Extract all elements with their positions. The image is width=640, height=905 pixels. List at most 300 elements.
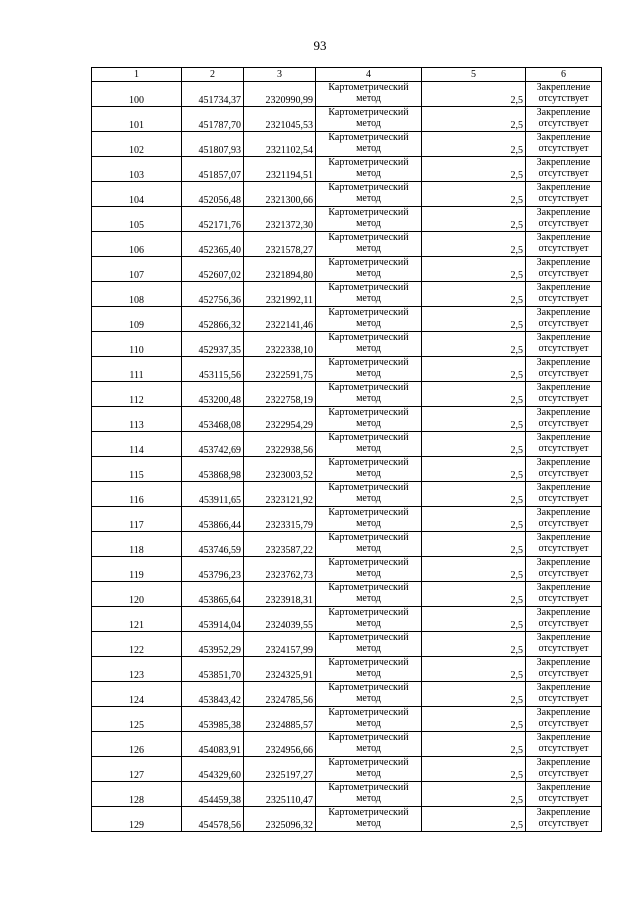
accuracy-value: 2,5 <box>422 407 526 432</box>
point-number: 103 <box>92 157 182 182</box>
point-number: 114 <box>92 432 182 457</box>
coordinate-y: 2322938,56 <box>244 432 316 457</box>
coordinate-x: 453115,56 <box>182 357 244 382</box>
method-line-2: метод <box>356 693 381 704</box>
method-line-2: метод <box>356 668 381 679</box>
fixing-cell <box>526 682 602 707</box>
method-line-1: Картометрический <box>328 182 409 193</box>
accuracy-value: 2,5 <box>422 282 526 307</box>
point-number: 106 <box>92 232 182 257</box>
coordinate-x: 451787,70 <box>182 107 244 132</box>
method-cell <box>316 732 422 757</box>
table-row <box>92 757 602 782</box>
coordinate-x: 452866,32 <box>182 307 244 332</box>
accuracy-value: 2,5 <box>422 182 526 207</box>
fixing-line-2: отсутствует <box>538 568 589 579</box>
coordinate-x: 454083,91 <box>182 732 244 757</box>
coordinate-y: 2324885,57 <box>244 707 316 732</box>
method-line-2: метод <box>356 418 381 429</box>
accuracy-value: 2,5 <box>422 357 526 382</box>
table-row <box>92 557 602 582</box>
method-line-1: Картометрический <box>328 807 409 818</box>
fixing-line-2: отсутствует <box>538 818 589 829</box>
method-line-2: метод <box>356 818 381 829</box>
coordinate-y: 2320990,99 <box>244 82 316 107</box>
column-header-5: 5 <box>422 68 526 82</box>
method-line-2: метод <box>356 143 381 154</box>
coordinate-x: 452365,40 <box>182 232 244 257</box>
method-line-2: метод <box>356 443 381 454</box>
fixing-cell <box>526 532 602 557</box>
table-row <box>92 707 602 732</box>
method-line-2: метод <box>356 268 381 279</box>
accuracy-value: 2,5 <box>422 532 526 557</box>
fixing-line-1: Закрепление <box>536 807 591 818</box>
point-number: 117 <box>92 507 182 532</box>
fixing-cell <box>526 782 602 807</box>
fixing-cell <box>526 807 602 832</box>
coordinate-x: 454329,60 <box>182 757 244 782</box>
method-line-1: Картометрический <box>328 607 409 618</box>
method-line-1: Картометрический <box>328 107 409 118</box>
fixing-line-1: Закрепление <box>536 782 591 793</box>
method-line-2: метод <box>356 318 381 329</box>
column-header-4: 4 <box>316 68 422 82</box>
table-row <box>92 157 602 182</box>
fixing-line-2: отсутствует <box>538 368 589 379</box>
method-line-2: метод <box>356 768 381 779</box>
page-number: 93 <box>313 38 327 53</box>
fixing-cell <box>526 407 602 432</box>
fixing-line-1: Закрепление <box>536 507 591 518</box>
fixing-cell <box>526 632 602 657</box>
fixing-line-2: отсутствует <box>538 668 589 679</box>
method-line-2: метод <box>356 643 381 654</box>
method-cell <box>316 457 422 482</box>
point-number: 104 <box>92 182 182 207</box>
method-cell <box>316 107 422 132</box>
method-line-1: Картометрический <box>328 407 409 418</box>
table-row <box>92 432 602 457</box>
method-line-2: метод <box>356 368 381 379</box>
coordinate-x: 453746,59 <box>182 532 244 557</box>
method-line-2: метод <box>356 543 381 554</box>
accuracy-value: 2,5 <box>422 107 526 132</box>
fixing-line-2: отсутствует <box>538 468 589 479</box>
coordinate-y: 2323003,52 <box>244 457 316 482</box>
method-line-2: метод <box>356 93 381 104</box>
fixing-line-2: отсутствует <box>538 643 589 654</box>
fixing-cell <box>526 557 602 582</box>
method-line-1: Картометрический <box>328 332 409 343</box>
fixing-cell <box>526 232 602 257</box>
fixing-cell <box>526 182 602 207</box>
method-line-1: Картометрический <box>328 432 409 443</box>
method-line-1: Картометрический <box>328 657 409 668</box>
coordinate-x: 453796,23 <box>182 557 244 582</box>
table-row <box>92 382 602 407</box>
coordinate-y: 2325197,27 <box>244 757 316 782</box>
method-cell <box>316 807 422 832</box>
table-row <box>92 282 602 307</box>
fixing-line-2: отсутствует <box>538 268 589 279</box>
table-row <box>92 457 602 482</box>
method-cell <box>316 482 422 507</box>
method-cell <box>316 432 422 457</box>
point-number: 105 <box>92 207 182 232</box>
fixing-line-2: отсутствует <box>538 243 589 254</box>
fixing-cell <box>526 707 602 732</box>
coordinate-x: 453865,64 <box>182 582 244 607</box>
method-line-2: метод <box>356 168 381 179</box>
table-row <box>92 632 602 657</box>
accuracy-value: 2,5 <box>422 657 526 682</box>
fixing-line-2: отсутствует <box>538 618 589 629</box>
fixing-line-2: отсутствует <box>538 443 589 454</box>
method-line-1: Картометрический <box>328 232 409 243</box>
coordinate-y: 2321194,51 <box>244 157 316 182</box>
table-row <box>92 682 602 707</box>
accuracy-value: 2,5 <box>422 232 526 257</box>
method-line-2: метод <box>356 518 381 529</box>
point-number: 125 <box>92 707 182 732</box>
method-cell <box>316 182 422 207</box>
coordinate-y: 2321300,66 <box>244 182 316 207</box>
table-row <box>92 307 602 332</box>
coordinate-x: 454578,56 <box>182 807 244 832</box>
column-header-3: 3 <box>244 68 316 82</box>
method-line-1: Картометрический <box>328 457 409 468</box>
fixing-line-1: Закрепление <box>536 82 591 93</box>
fixing-line-1: Закрепление <box>536 232 591 243</box>
point-number: 108 <box>92 282 182 307</box>
coordinate-y: 2322338,10 <box>244 332 316 357</box>
fixing-line-1: Закрепление <box>536 357 591 368</box>
table-row <box>92 607 602 632</box>
method-cell <box>316 707 422 732</box>
fixing-line-2: отсутствует <box>538 318 589 329</box>
point-number: 116 <box>92 482 182 507</box>
column-header-6: 6 <box>526 68 602 82</box>
coordinate-y: 2322591,75 <box>244 357 316 382</box>
method-line-2: метод <box>356 468 381 479</box>
method-cell <box>316 607 422 632</box>
point-number: 129 <box>92 807 182 832</box>
accuracy-value: 2,5 <box>422 132 526 157</box>
table-row <box>92 82 602 107</box>
fixing-cell <box>526 582 602 607</box>
method-line-1: Картометрический <box>328 257 409 268</box>
fixing-line-1: Закрепление <box>536 457 591 468</box>
method-line-2: метод <box>356 118 381 129</box>
coordinate-y: 2321894,80 <box>244 257 316 282</box>
method-cell <box>316 82 422 107</box>
coordinate-x: 453868,98 <box>182 457 244 482</box>
table-row <box>92 232 602 257</box>
accuracy-value: 2,5 <box>422 457 526 482</box>
method-line-2: метод <box>356 243 381 254</box>
coordinate-y: 2321578,27 <box>244 232 316 257</box>
table-row <box>92 132 602 157</box>
table-row <box>92 657 602 682</box>
fixing-line-1: Закрепление <box>536 282 591 293</box>
method-line-1: Картометрический <box>328 132 409 143</box>
method-line-1: Картометрический <box>328 782 409 793</box>
coordinate-y: 2323315,79 <box>244 507 316 532</box>
fixing-line-1: Закрепление <box>536 532 591 543</box>
fixing-line-1: Закрепление <box>536 132 591 143</box>
method-line-1: Картометрический <box>328 282 409 293</box>
coordinate-x: 452607,02 <box>182 257 244 282</box>
table-row <box>92 807 602 832</box>
column-header-2: 2 <box>182 68 244 82</box>
fixing-line-1: Закрепление <box>536 707 591 718</box>
point-number: 107 <box>92 257 182 282</box>
accuracy-value: 2,5 <box>422 82 526 107</box>
method-line-1: Картометрический <box>328 507 409 518</box>
fixing-cell <box>526 307 602 332</box>
method-cell <box>316 507 422 532</box>
method-cell <box>316 132 422 157</box>
coordinate-y: 2321045,53 <box>244 107 316 132</box>
fixing-line-2: отсутствует <box>538 93 589 104</box>
point-number: 110 <box>92 332 182 357</box>
method-cell <box>316 582 422 607</box>
table-row <box>92 582 602 607</box>
table-row <box>92 407 602 432</box>
coordinate-y: 2321992,11 <box>244 282 316 307</box>
accuracy-value: 2,5 <box>422 707 526 732</box>
method-cell <box>316 357 422 382</box>
table-row <box>92 782 602 807</box>
fixing-line-1: Закрепление <box>536 332 591 343</box>
method-cell <box>316 207 422 232</box>
fixing-line-1: Закрепление <box>536 407 591 418</box>
point-number: 124 <box>92 682 182 707</box>
fixing-cell <box>526 607 602 632</box>
method-line-1: Картометрический <box>328 582 409 593</box>
coordinate-x: 453742,69 <box>182 432 244 457</box>
fixing-line-1: Закрепление <box>536 307 591 318</box>
method-line-2: метод <box>356 743 381 754</box>
fixing-line-2: отсутствует <box>538 418 589 429</box>
fixing-line-1: Закрепление <box>536 482 591 493</box>
coordinate-y: 2324325,91 <box>244 657 316 682</box>
method-cell <box>316 757 422 782</box>
method-line-2: метод <box>356 793 381 804</box>
method-cell <box>316 332 422 357</box>
table-row <box>92 332 602 357</box>
coordinates-table <box>91 67 602 832</box>
point-number: 101 <box>92 107 182 132</box>
fixing-line-2: отсутствует <box>538 343 589 354</box>
point-number: 119 <box>92 557 182 582</box>
fixing-line-2: отсутствует <box>538 118 589 129</box>
point-number: 128 <box>92 782 182 807</box>
point-number: 109 <box>92 307 182 332</box>
method-line-1: Картометрический <box>328 382 409 393</box>
coordinate-y: 2325110,47 <box>244 782 316 807</box>
coordinate-y: 2324956,66 <box>244 732 316 757</box>
fixing-line-2: отсутствует <box>538 743 589 754</box>
method-cell <box>316 257 422 282</box>
coordinate-y: 2323918,31 <box>244 582 316 607</box>
method-line-2: метод <box>356 343 381 354</box>
point-number: 111 <box>92 357 182 382</box>
fixing-line-2: отсутствует <box>538 293 589 304</box>
fixing-line-2: отсутствует <box>538 218 589 229</box>
method-cell <box>316 232 422 257</box>
coordinate-x: 453914,04 <box>182 607 244 632</box>
method-cell <box>316 632 422 657</box>
coordinate-x: 453200,48 <box>182 382 244 407</box>
method-cell <box>316 282 422 307</box>
method-line-2: метод <box>356 568 381 579</box>
accuracy-value: 2,5 <box>422 382 526 407</box>
method-line-2: метод <box>356 493 381 504</box>
fixing-cell <box>526 82 602 107</box>
fixing-line-1: Закрепление <box>536 757 591 768</box>
method-cell <box>316 157 422 182</box>
fixing-line-2: отсутствует <box>538 543 589 554</box>
method-line-1: Картометрический <box>328 482 409 493</box>
coordinate-x: 452756,36 <box>182 282 244 307</box>
fixing-cell <box>526 457 602 482</box>
fixing-line-2: отсутствует <box>538 718 589 729</box>
table-row <box>92 107 602 132</box>
accuracy-value: 2,5 <box>422 557 526 582</box>
fixing-cell <box>526 107 602 132</box>
method-cell <box>316 532 422 557</box>
point-number: 120 <box>92 582 182 607</box>
method-cell <box>316 657 422 682</box>
fixing-line-1: Закрепление <box>536 257 591 268</box>
coordinate-x: 451734,37 <box>182 82 244 107</box>
coordinate-x: 451857,07 <box>182 157 244 182</box>
accuracy-value: 2,5 <box>422 332 526 357</box>
table-row <box>92 257 602 282</box>
coordinate-x: 452056,48 <box>182 182 244 207</box>
coordinate-x: 453843,42 <box>182 682 244 707</box>
fixing-cell <box>526 657 602 682</box>
fixing-cell <box>526 382 602 407</box>
accuracy-value: 2,5 <box>422 507 526 532</box>
method-line-1: Картометрический <box>328 632 409 643</box>
table-row <box>92 482 602 507</box>
coordinate-x: 451807,93 <box>182 132 244 157</box>
fixing-line-2: отсутствует <box>538 693 589 704</box>
coordinate-x: 453952,29 <box>182 632 244 657</box>
fixing-line-1: Закрепление <box>536 557 591 568</box>
table-row <box>92 207 602 232</box>
method-cell <box>316 382 422 407</box>
method-line-1: Картометрический <box>328 307 409 318</box>
table-row <box>92 507 602 532</box>
fixing-cell <box>526 507 602 532</box>
fixing-cell <box>526 357 602 382</box>
coordinate-y: 2324785,56 <box>244 682 316 707</box>
fixing-line-2: отсутствует <box>538 193 589 204</box>
fixing-cell <box>526 257 602 282</box>
method-line-1: Картометрический <box>328 357 409 368</box>
method-cell <box>316 407 422 432</box>
fixing-line-2: отсутствует <box>538 168 589 179</box>
coordinate-y: 2324039,55 <box>244 607 316 632</box>
table-row <box>92 182 602 207</box>
fixing-line-1: Закрепление <box>536 207 591 218</box>
point-number: 100 <box>92 82 182 107</box>
point-number: 115 <box>92 457 182 482</box>
fixing-line-1: Закрепление <box>536 382 591 393</box>
coordinate-y: 2321102,54 <box>244 132 316 157</box>
column-header-1: 1 <box>92 68 182 82</box>
coordinate-x: 454459,38 <box>182 782 244 807</box>
table-row <box>92 532 602 557</box>
fixing-cell <box>526 757 602 782</box>
point-number: 123 <box>92 657 182 682</box>
accuracy-value: 2,5 <box>422 157 526 182</box>
accuracy-value: 2,5 <box>422 582 526 607</box>
coordinate-x: 452171,76 <box>182 207 244 232</box>
fixing-cell <box>526 157 602 182</box>
point-number: 102 <box>92 132 182 157</box>
fixing-cell <box>526 482 602 507</box>
table-body <box>92 82 602 832</box>
table-row <box>92 732 602 757</box>
coordinate-x: 453985,38 <box>182 707 244 732</box>
accuracy-value: 2,5 <box>422 307 526 332</box>
point-number: 122 <box>92 632 182 657</box>
point-number: 112 <box>92 382 182 407</box>
method-line-2: метод <box>356 218 381 229</box>
fixing-cell <box>526 432 602 457</box>
fixing-cell <box>526 207 602 232</box>
coordinate-x: 452937,35 <box>182 332 244 357</box>
accuracy-value: 2,5 <box>422 257 526 282</box>
fixing-line-1: Закрепление <box>536 157 591 168</box>
accuracy-value: 2,5 <box>422 482 526 507</box>
fixing-line-1: Закрепление <box>536 582 591 593</box>
method-line-2: метод <box>356 293 381 304</box>
accuracy-value: 2,5 <box>422 207 526 232</box>
point-number: 118 <box>92 532 182 557</box>
accuracy-value: 2,5 <box>422 782 526 807</box>
point-number: 113 <box>92 407 182 432</box>
coordinate-x: 453866,44 <box>182 507 244 532</box>
fixing-line-1: Закрепление <box>536 607 591 618</box>
fixing-cell <box>526 332 602 357</box>
fixing-cell <box>526 282 602 307</box>
coordinate-y: 2321372,30 <box>244 207 316 232</box>
fixing-line-1: Закрепление <box>536 632 591 643</box>
fixing-line-1: Закрепление <box>536 682 591 693</box>
method-line-1: Картометрический <box>328 557 409 568</box>
header-row <box>92 68 602 82</box>
fixing-line-2: отсутствует <box>538 593 589 604</box>
method-line-1: Картометрический <box>328 532 409 543</box>
fixing-line-1: Закрепление <box>536 657 591 668</box>
fixing-line-1: Закрепление <box>536 732 591 743</box>
coordinate-y: 2325096,32 <box>244 807 316 832</box>
coordinate-y: 2322954,29 <box>244 407 316 432</box>
point-number: 121 <box>92 607 182 632</box>
fixing-line-1: Закрепление <box>536 107 591 118</box>
table-header <box>92 68 602 82</box>
coordinate-x: 453851,70 <box>182 657 244 682</box>
coordinate-y: 2322141,46 <box>244 307 316 332</box>
method-line-1: Картометрический <box>328 207 409 218</box>
fixing-line-2: отсутствует <box>538 518 589 529</box>
